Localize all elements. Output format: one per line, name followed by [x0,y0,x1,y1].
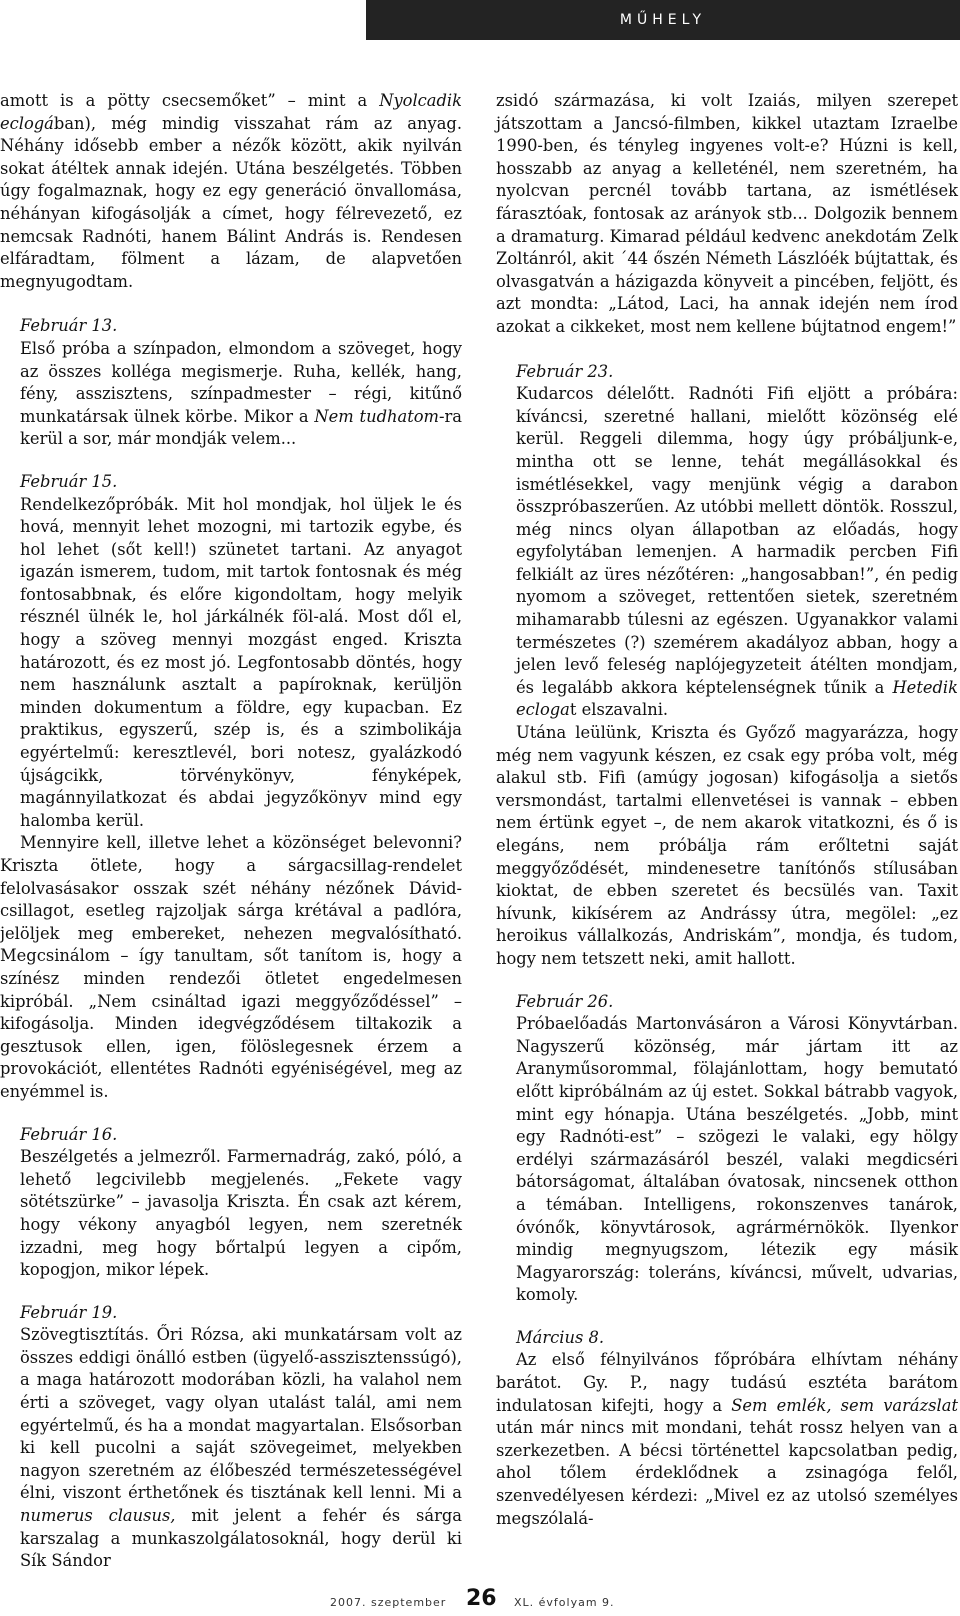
paragraph [496,1349,958,1530]
paragraph [0,90,462,293]
italic-term: numerus clausus, [20,1506,176,1526]
italic-title: Nyolcadik eclogá [0,91,462,133]
text-run: Az első félnyilvános főpróbára elhívtam néhány barátot. Gy. P., nagy tudású esztéta barátom indulatosan kifejti, hogy a [496,1350,958,1415]
paragraph [516,383,958,722]
paragraph: Beszélgetés a jelmezről. Farmernadrág, zakó, póló, a lehető legcivilebb megjelenés. „Fekete vagy sötétszürke” – javasolja Kriszta. Én csak azt kérem, hogy vékony anyagból legyen, nem szeretnék izzadni, meg hogy bőrtalpú legyen a cipőm, kopogjon, mikor lépek. [20,1147,462,1280]
italic-title: Hetedik ecloga [516,677,958,720]
entry-date: Február 19. [20,1302,118,1322]
paragraph: Rendelkezőpróbák. Mit hol mondjak, hol üljek le és hová, mennyit lehet mozogni, mi tartozik egybe, és hol lehet (sőt kell!) szünetet tartani. Az anyagot igazán ismerem, tudom, mit tartok fontosnak és még fontosabbnak, és előre kigondoltam, hogy melyik résznél ülnék le, hol járkálnék föl-alá. Most dől el, hogy a szöveg mennyi mozgást enged. Kriszta határozott, és ez most jó. Legfontosabb döntés, hogy nem használunk asztalt a papíroknak, kerüljön minden dokumentum a földre, egy kupacban. Ez praktikus, egyszerű, szép is, és a szimbolikája egyértelmű: keresztlevél, bori notesz, gyalázkodó újságcikk, törvénykönyv, fényképek, magánnyilatkozat és abdai jegyzőkönyv mind egy halomba kerül. [20,494,462,830]
left-column [0,90,462,1573]
volume-label: XL. évfolyam 9. [514,1596,615,1609]
paragraph [20,1324,462,1573]
paragraph [20,338,462,451]
italic-title: Sem emlék, sem varázslat [731,1395,958,1415]
section-title: MŰHELY [619,12,707,28]
text-run: amott is a pötty csecsemőket” – mint a [0,91,380,110]
entry-date: Február 16. [20,1124,118,1144]
paragraph: Mennyire kell, illetve lehet a közönséget belevonni? Kriszta ötlete, hogy a sárgacsillag-rendelet felolvasásakor osszak szét néhány nézőnek Dávid-csillagot, esetleg rajzoljak sárga krétával a padlóra, jelöljek meg embereket, nehezen megvalósítható. Megcsinálom – így tanultam, sőt tanítom is, hogy a színész minden rendezői ötletet engedelmesen kipróbál. „Nem csináltad igazi meggyőződéssel” – kifogásolja. Minden idegvégződésem tiltakozik a gesztusok ellen, igen, fölöslegesnek érzem a provokációt, ellentétes Radnóti egyéniségével, meg az enyémmel is. [0,833,462,1101]
page-number: 26 [466,1586,497,1611]
text-run: ban), még mindig visszahat rám az anyag. Néhány idősebb ember a nézők között, akik nyilván sokat átéltek annak idején. Utána beszélgetés. Többen úgy fogalmaznak, hogy ez egy generáció önvallomása, néhányan kifogásolják a címet, hogy félrevezető, ez nemcsak Radnóti, hanem Bálint András is. Rendesen elfáradtam, fölment a lázam, de alapvetően megnyugodtam. [0,113,462,291]
section-header [366,0,960,40]
paragraph: Próbaelőadás Martonvásáron a Városi Könyvtárban. Nagyszerű közönség, már jártam itt az Aranyműsorommal, fölajánlottam, hogy bemutató előtt kipróbálnám az új estet. Sokkal bátrabb vagyok, mint egy hónapja. Utána beszélgetés. „Jobb, mint egy Radnóti-est” – szögezi le valaki, egy hölgy erdélyi származásáról beszél, valaki megdicséri bátorságomat, általában óvatosak, nincsenek otthon a témában. Intelligens, rokonszenves tanárok, óvónők, könyvtárosok, agrármérnökök. Ilyenkor mindig megnyugszom, létezik egy másik Magyarország: toleráns, kíváncsi, művelt, udvarias, komoly. [516,1014,958,1305]
issue-date: 2007. szeptember [330,1596,447,1609]
entry-date: Február 15. [20,471,118,491]
text-run: -ra kerül a sor, már mondják velem... [20,406,462,449]
text-run: Kudarcos délelőtt. Radnóti Fifi eljött a próbára: kíváncsi, szeretné hallani, mielőtt közönség elé kerül. Reggeli dilemma, hogy úgy próbáljunk-e, mintha ott se lenne, tehát megállásokkal és ismétlésekkel, vagy menjünk végig a darabon összpróbaszerűen. Az utóbbi mellett döntök. Rosszul, még nincs olyan állapotban az előadás, hogy egyfolytában lemenjen. A harmadik percben Fifi felkiált az üres nézőtéren: „hangosabban!”, én pedig nyomom a szöveget, rettentően sietek, szeretném mihamarabb túlesni az egészen. Ugyanakkor valami természetes (?) szemérem akadályoz abban, hogy a jelen levő feleség naplójegyzeteit átélten mondjam, és legalább akkora képtelenségnek tűnik a [516,384,958,697]
page-footer [0,1586,960,1616]
paragraph: zsidó származása, ki volt Izaiás, milyen szerepet játszottam a Jancsó-filmben, kikkel utaztam Izraelbe 1990-ben, és tényleg ingyenes volt-e? Húzni is kell, hosszabb az anyag a kelleténél, nem szeretném, ha nyolcvan percnél tovább tartana, az ismétlések fárasztóak, fontosak az arányok stb... Dolgozik bennem a dramaturg. Kimarad például kedvenc anekdotám Zelk Zoltánról, akit ´44 őszén Németh Lászlóék bújtattak, és olvasgatván a házigazda könyveit a pincében, feljött, és azt mondta: „Látod, Laci, ha annak idején nem írod azokat a cikkeket, most nem kellene bújtatnod engem!” [496,91,958,336]
entry-date: Február 23. [516,361,614,381]
text-run: t elszavalni. [569,700,669,720]
entry-date: Március 8. [516,1327,605,1347]
entry-date: Február 26. [516,991,614,1011]
text-run: mit jelent a fehér és sárga karszalag a munkaszolgálatosoknál, hogy derül ki Sík Sándor [20,1506,462,1571]
entry-date: Február 13. [20,316,118,336]
text-run: után már nincs mit mondani, tehát rossz helyen van a szerkezetben. A bécsi történettel kapcsolatban pedig, ahol tőlem érdeklődnek a zsinagóga felől, szenvedélyesen kérdezi: „Mivel ez az utolsó személyes megszólalá- [496,1418,958,1528]
italic-title: Nem tudhatom [314,406,439,426]
text-run: Szövegtisztítás. Őri Rózsa, aki munkatársam volt az összes eddigi önálló estben (ügyelő-asszisztenssúgó), a maga határozott modorában közli, ha valahol nem érti a szöveget, vagy olyan utalást talál, ami nem egyértelmű, és ha a mondat magyartalan. Elsősorban ki kell pucolni a saját szövegeimet, melyekben nagyon szeretném az élőbeszéd természetességével élni, viszont érthetőnek és tisztának kell lenni. Mi a [20,1325,462,1503]
paragraph: Utána leülünk, Kriszta és Győző magyarázza, hogy még nem vagyunk készen, ez csak egy próba volt, még alakul stb. Fifi (amúgy jogosan) kifogásolja a sietős versmondást, tartalmi ellenvetései is vannak – ebben nem értünk egyet –, de nem akarok vitatkozni, és ő is elegáns, nem próbálja rám erőltetni saját meggyőződését, mindenesetre tanítónős stílusában kioktat, de ebben szeretet és becsülés van. Taxit hívunk, kikísérem az Andrássy útra, megölel: „ez heroikus vállalkozás, Andriskám”, mondja, és tudom, hogy nem tetszett neki, amit hallott. [496,723,958,968]
right-column [496,90,958,1530]
text-run: Első próba a színpadon, elmondom a szöveget, hogy az összes kolléga megismerje. Ruha, kellék, hang, fény, asszisztens, színpadmester – régi, kitűnő munkatársak ülnek körbe. Mikor a [20,338,462,426]
